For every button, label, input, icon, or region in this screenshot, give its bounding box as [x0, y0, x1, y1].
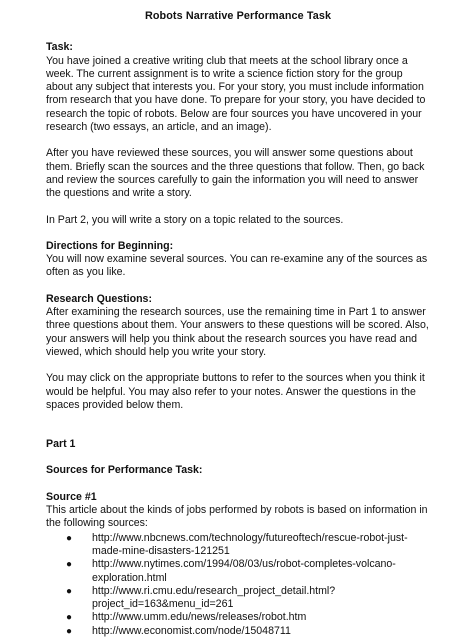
- source-link-item: [66, 558, 430, 585]
- source1-description: This article about the kinds of jobs performed by robots is based on information in the following sources:: [46, 504, 428, 530]
- sources-heading: Sources for Performance Task:: [46, 464, 203, 477]
- source-link[interactable]: http://www.ri.cmu.edu/research_project_detail.html?project_id=163&menu_id=261: [92, 584, 336, 611]
- task-paragraph-2: After you have reviewed these sources, you will answer some questions about them. Briefly scan the sources and the three questions that follow. Then, go back and review the sources carefully to gain the information you will need to answer the questions and write a story.: [46, 147, 425, 200]
- source1-link-list: [46, 532, 430, 638]
- part1-heading: Part 1: [46, 438, 76, 451]
- source-link-item: [66, 611, 430, 624]
- source1-heading: Source #1: [46, 490, 97, 503]
- source-link[interactable]: http://www.umm.edu/news/releases/robot.htm: [92, 611, 307, 624]
- bullet-icon: ●: [66, 625, 73, 637]
- click-instructions-text: You may click on the appropriate buttons to refer to the sources when you think it would be helpful. You may also refer to your notes. Answer the questions in the spaces provided below them.: [46, 372, 425, 411]
- task-heading: Task:: [46, 41, 73, 54]
- directions-text: You will now examine several sources. You can re-examine any of the sources as often as you like.: [46, 253, 428, 279]
- bullet-icon: ●: [66, 559, 73, 571]
- source-link-item: [66, 585, 430, 612]
- research-questions-heading: Research Questions:: [46, 292, 152, 305]
- document-title: Robots Narrative Performance Task: [144, 10, 332, 22]
- directions-heading: Directions for Beginning:: [46, 239, 174, 252]
- source-link[interactable]: http://www.nytimes.com/1994/08/03/us/robot-completes-volcano-exploration.html: [92, 558, 396, 584]
- bullet-icon: ●: [66, 612, 73, 624]
- task-paragraph-3: In Part 2, you will write a story on a topic related to the sources.: [46, 213, 344, 226]
- research-questions-text: After examining the research sources, use the remaining time in Part 1 to answer three questions about them. Your answers to these questions will be scored. Also, your answers will help you think about the research sources you have read and viewed, which should help you write your story.: [46, 306, 429, 358]
- source-link[interactable]: http://www.economist.com/node/15048711: [92, 624, 291, 637]
- source-link[interactable]: http://www.nbcnews.com/technology/futureoftech/rescue-robot-just-made-mine-disasters-121251: [92, 531, 408, 557]
- source-link-item: [66, 625, 430, 638]
- bullet-icon: ●: [66, 585, 73, 597]
- task-paragraph-1: You have joined a creative writing club that meets at the school library once a week. The current assignment is to write a science fiction story for the group about any subject that interests you. For your story, you must include information from research that you have done. To prepare for your story, you have decided to research the topic of robots. Below are four sources you have uncovered in your research (two essays, an article, and an image).: [46, 54, 426, 134]
- bullet-icon: ●: [66, 532, 73, 544]
